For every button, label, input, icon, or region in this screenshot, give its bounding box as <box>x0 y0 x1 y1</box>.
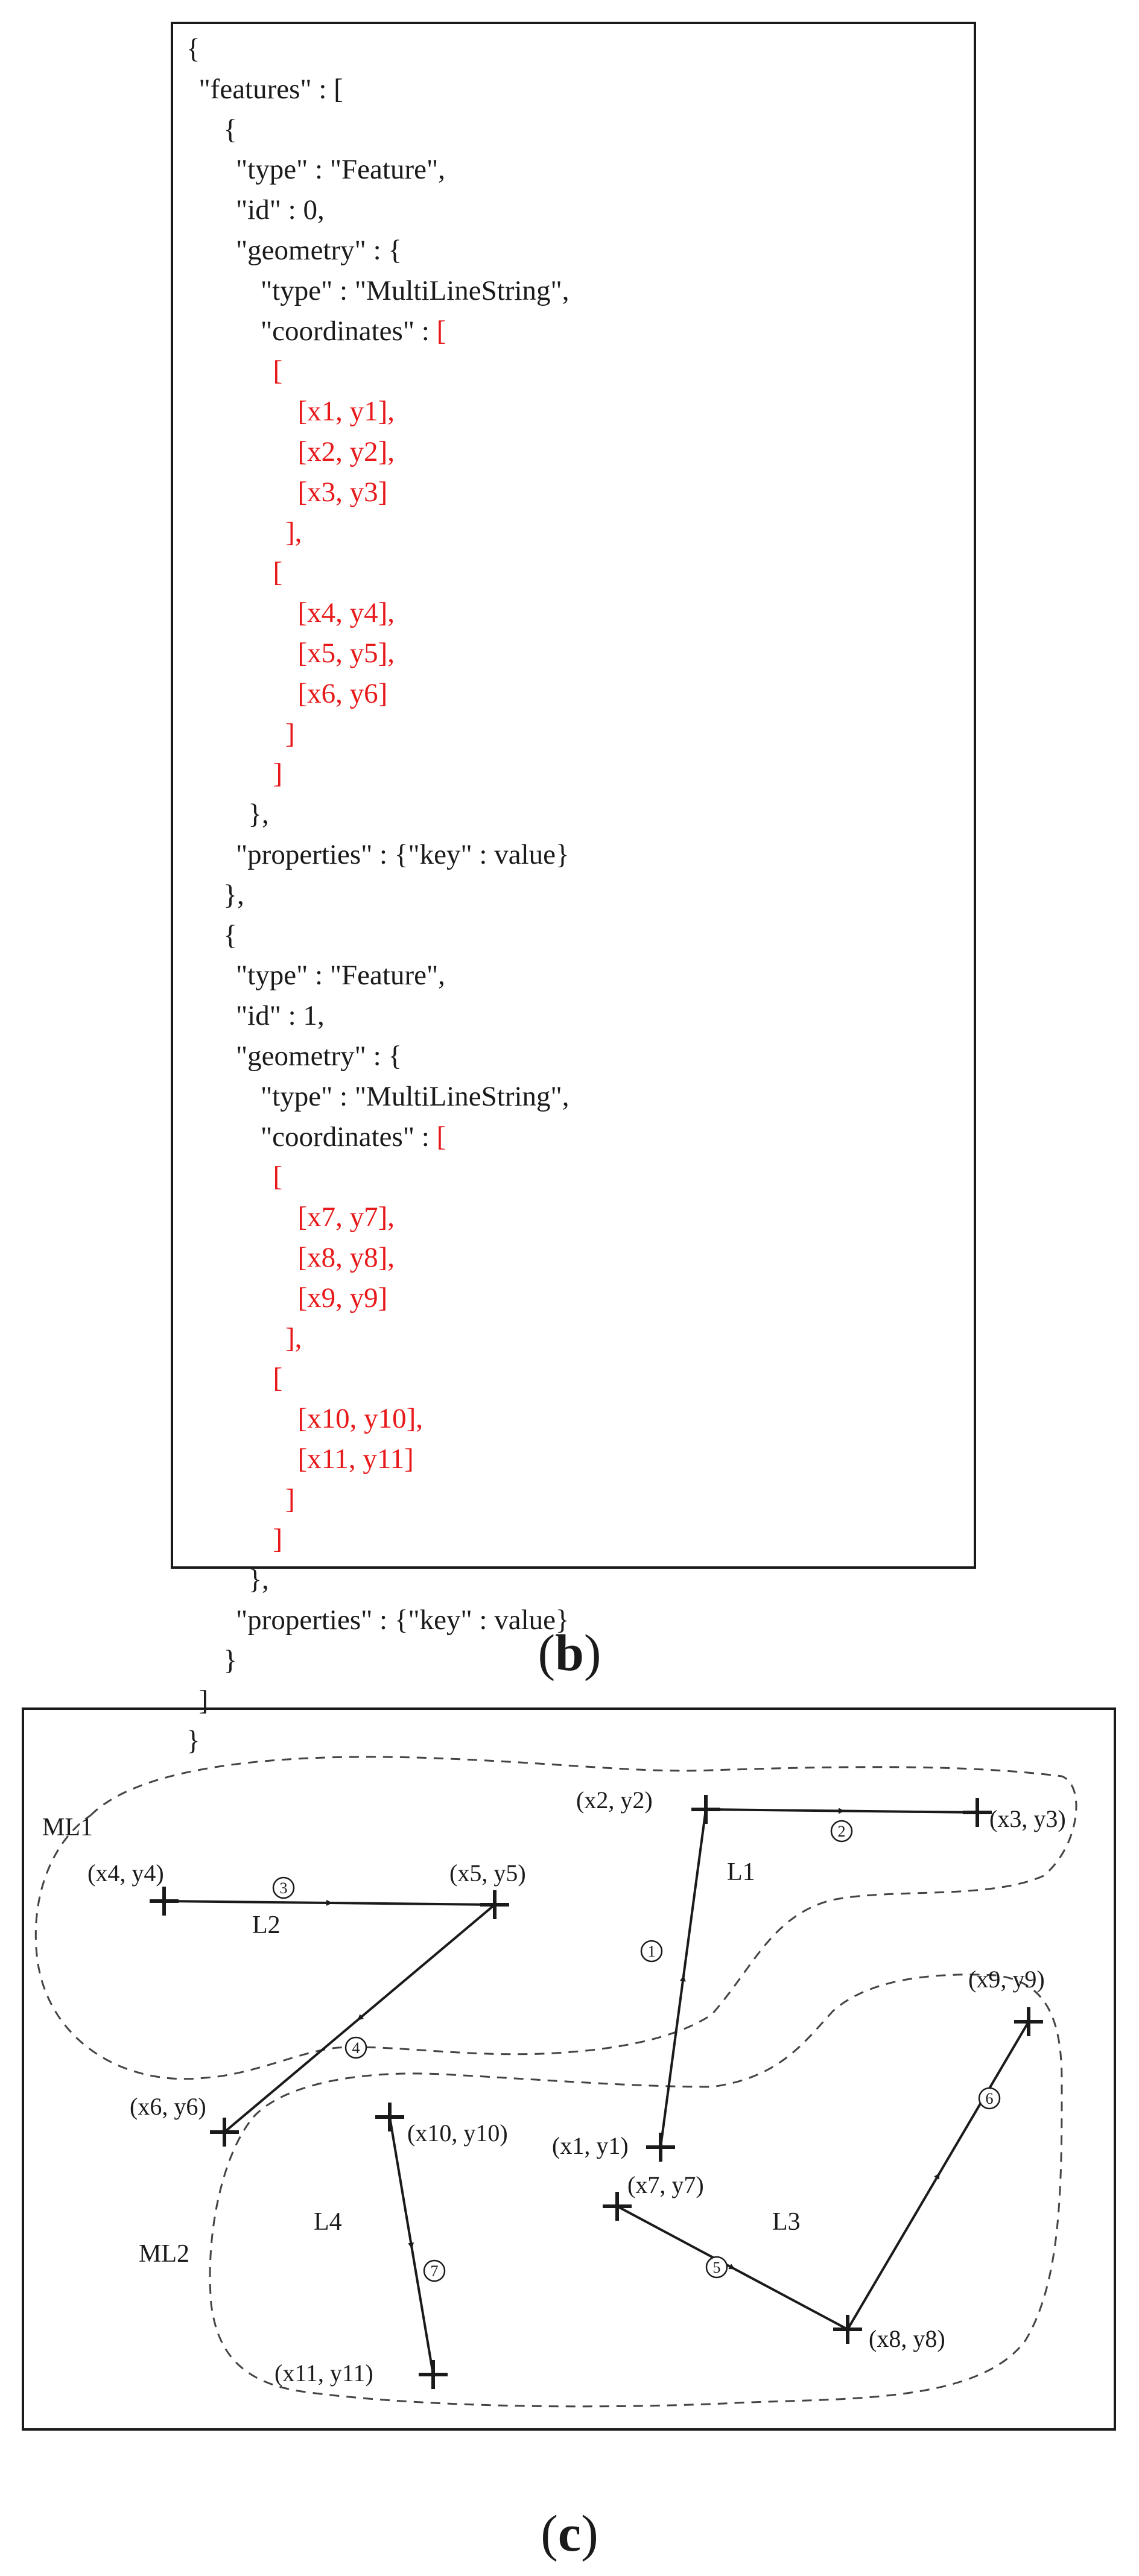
code-text: }, <box>223 879 244 911</box>
vertex-cross-marker <box>419 2360 448 2389</box>
vertex-coordinate-label: (x9, y9) <box>968 1966 1045 1993</box>
code-text: "coordinates" : <box>261 315 437 347</box>
segment-order-number: 7 <box>430 2262 439 2280</box>
segment-layer <box>164 1809 1029 2375</box>
code-coordinate-text: [x9, y9] <box>297 1282 388 1314</box>
code-coordinate-text: [ <box>273 355 283 387</box>
vertex-coordinate-label: (x6, y6) <box>130 2093 206 2120</box>
code-text: "id" : 0, <box>236 194 325 226</box>
l4-label: L4 <box>314 2208 342 2236</box>
code-text: "coordinates" : <box>261 1121 437 1153</box>
code-coordinate-text: [ <box>273 1362 283 1394</box>
vertex-coordinate-label: (x1, y1) <box>552 2132 629 2159</box>
diagram-frame <box>23 1709 1115 2429</box>
code-coordinate-text: [x5, y5], <box>297 637 395 669</box>
code-text: }, <box>248 1564 269 1596</box>
segment-order-number: 3 <box>279 1879 288 1897</box>
vertex-cross-marker <box>375 2103 404 2131</box>
point-layer <box>87 1786 1066 2389</box>
code-coordinate-text: ] <box>273 758 283 790</box>
code-text: "type" : "Feature", <box>236 154 445 186</box>
code-coordinate-text: [x6, y6] <box>297 677 388 709</box>
code-text: "features" : [ <box>198 73 343 105</box>
code-coordinate-text: [ <box>273 557 283 589</box>
vertex-coordinate-label: (x11, y11) <box>274 2359 373 2387</box>
code-coordinate-text: [x3, y3] <box>297 476 388 508</box>
vertex-coordinate-label: (x7, y7) <box>627 2171 704 2198</box>
code-coordinate-text: [x10, y10], <box>297 1403 424 1435</box>
code-coordinate-text: ] <box>285 718 295 750</box>
vertex-cross-marker <box>150 1887 179 1916</box>
code-text: { <box>223 113 238 145</box>
code-coordinate-text: [x2, y2], <box>297 435 395 467</box>
code-text: "type" : "Feature", <box>236 960 445 992</box>
code-coordinate-text: [x7, y7], <box>297 1201 395 1233</box>
code-coordinate-text: ] <box>273 1524 283 1555</box>
code-text: "properties" : {"key" : value} <box>236 1604 570 1636</box>
code-coordinate-text: [ <box>436 1121 446 1153</box>
segment-4-line-tail <box>224 2019 360 2133</box>
segment-order-number: 6 <box>985 2090 994 2107</box>
code-text: } <box>223 1644 238 1676</box>
vertex-coordinate-label: (x5, y5) <box>449 1859 526 1887</box>
l1-label: L1 <box>727 1858 755 1886</box>
segment-1-line-tail <box>684 1809 706 1978</box>
code-text: "type" : "MultiLineString", <box>261 1080 570 1112</box>
vertex-cross-marker <box>833 2315 862 2344</box>
ml1-label: ML1 <box>42 1814 93 1841</box>
code-text: ] <box>198 1685 209 1717</box>
code-coordinate-text: [ <box>273 1161 283 1193</box>
code-text: { <box>186 33 200 65</box>
segment-1-line <box>661 1978 684 2147</box>
segment-5-line-tail <box>732 2268 848 2329</box>
segment-4-line <box>360 1905 495 2019</box>
code-text: } <box>186 1725 200 1757</box>
vertex-cross-marker <box>646 2133 675 2162</box>
segment-3-line-tail <box>329 1903 495 1905</box>
code-coordinate-text: [x4, y4], <box>297 597 395 629</box>
vertex-cross-marker <box>480 1890 509 1919</box>
code-coordinate-text: ], <box>285 1322 302 1354</box>
code-text: "properties" : {"key" : value} <box>236 838 570 870</box>
l3-label: L3 <box>772 2208 801 2236</box>
l2-label: L2 <box>252 1911 281 1939</box>
vertex-coordinate-label: (x8, y8) <box>869 2325 945 2352</box>
ml2-label: ML2 <box>139 2240 189 2268</box>
code-coordinate-text: [x11, y11] <box>297 1443 414 1475</box>
segment-order-number: 2 <box>837 1823 846 1840</box>
panel-b-label: (b) <box>538 1624 601 1682</box>
code-text: "geometry" : { <box>236 234 402 266</box>
code-text: { <box>223 919 238 951</box>
segment-order-number: 5 <box>712 2259 721 2276</box>
ml1-boundary <box>36 1757 1076 2079</box>
code-coordinate-text: ] <box>285 1483 295 1515</box>
code-text: "type" : "MultiLineString", <box>261 274 570 306</box>
panel-c-label: (c) <box>541 2504 598 2562</box>
code-text: "geometry" : { <box>236 1040 402 1072</box>
segment-3-line <box>164 1901 329 1903</box>
vertex-cross-marker <box>1014 2007 1043 2036</box>
segment-order-number: 4 <box>352 2039 360 2057</box>
vertex-coordinate-label: (x3, y3) <box>989 1805 1066 1832</box>
vertex-cross-marker <box>963 1798 992 1827</box>
code-coordinate-text: [ <box>436 315 446 347</box>
segment-order-number: 1 <box>647 1943 656 1960</box>
code-coordinate-text: ], <box>285 516 302 548</box>
code-coordinate-text: [x8, y8], <box>297 1241 395 1273</box>
code-text: "id" : 1, <box>236 1000 325 1032</box>
code-coordinate-text: [x1, y1], <box>297 396 395 428</box>
code-text: }, <box>248 799 269 831</box>
vertex-cross-marker <box>691 1795 720 1824</box>
segment-2-line-tail <box>842 1811 977 1813</box>
segment-6-line <box>848 2176 938 2329</box>
vertex-cross-marker <box>210 2118 239 2147</box>
vertex-coordinate-label: (x4, y4) <box>87 1859 164 1887</box>
segment-2-line <box>706 1809 842 1811</box>
vertex-coordinate-label: (x2, y2) <box>576 1786 653 1814</box>
vertex-coordinate-label: (x10, y10) <box>407 2119 508 2147</box>
